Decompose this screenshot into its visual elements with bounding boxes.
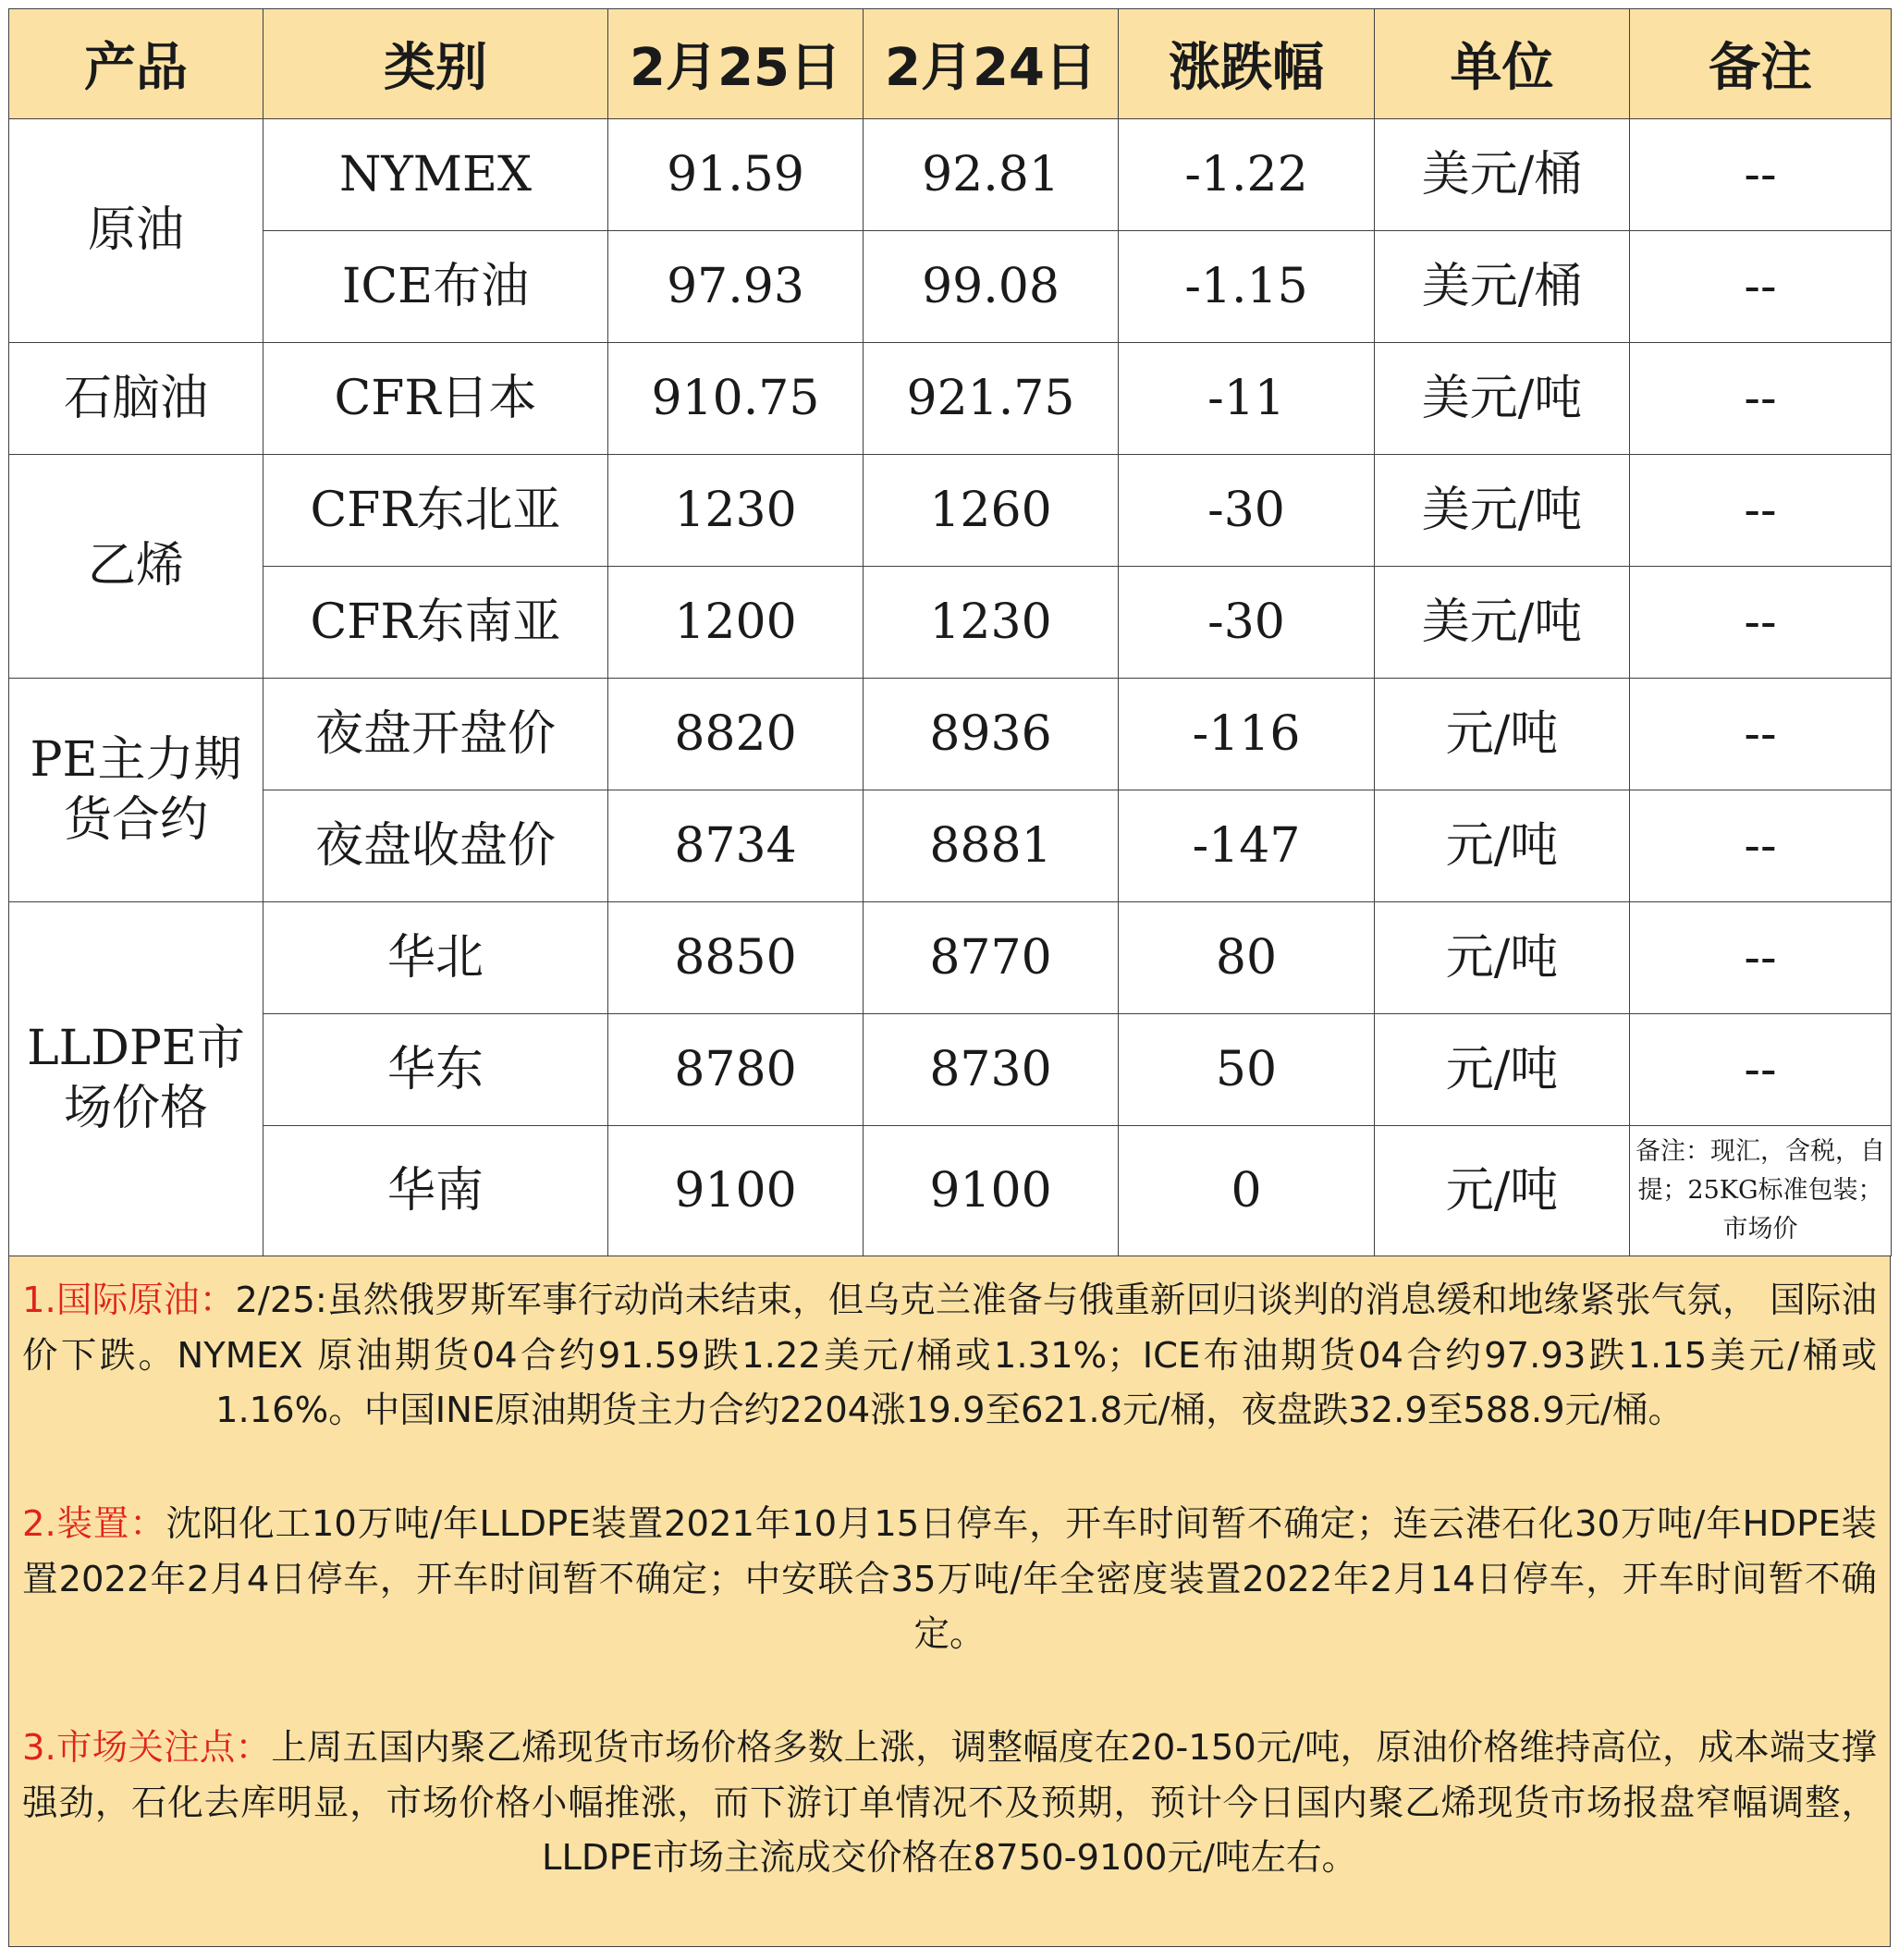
unit-cell: 元/吨: [1375, 1126, 1630, 1256]
note-cell: --: [1630, 567, 1892, 679]
unit-cell: 美元/桶: [1375, 119, 1630, 231]
feb24-cell: 921.75: [864, 343, 1119, 455]
note-label: 2.装置：: [22, 1503, 166, 1546]
category-cell: ICE布油: [263, 231, 608, 343]
unit-cell: 元/吨: [1375, 902, 1630, 1014]
feb24-cell: 8881: [864, 790, 1119, 902]
category-cell: 夜盘开盘价: [263, 679, 608, 790]
category-cell: CFR日本: [263, 343, 608, 455]
note-cell: --: [1630, 455, 1892, 567]
note-cell: --: [1630, 1014, 1892, 1126]
note-crude-oil: [22, 1273, 1877, 1439]
feb25-cell: 91.59: [608, 119, 864, 231]
unit-cell: 美元/吨: [1375, 343, 1630, 455]
product-cell: 乙烯: [9, 455, 263, 679]
category-cell: 华北: [263, 902, 608, 1014]
unit-cell: 元/吨: [1375, 679, 1630, 790]
header-unit: 单位: [1375, 9, 1630, 119]
feb25-cell: 8820: [608, 679, 864, 790]
feb24-cell: 8730: [864, 1014, 1119, 1126]
change-cell: -116: [1119, 679, 1375, 790]
change-cell: -11: [1119, 343, 1375, 455]
feb25-cell: 97.93: [608, 231, 864, 343]
product-cell: LLDPE市场价格: [9, 902, 263, 1256]
product-cell: 石脑油: [9, 343, 263, 455]
feb24-cell: 1260: [864, 455, 1119, 567]
note-cell: --: [1630, 231, 1892, 343]
category-cell: 华东: [263, 1014, 608, 1126]
header-note: 备注: [1630, 9, 1892, 119]
note-cell: --: [1630, 679, 1892, 790]
feb25-cell: 8850: [608, 902, 864, 1014]
change-cell: 80: [1119, 902, 1375, 1014]
note-cell: --: [1630, 119, 1892, 231]
table-row: [9, 455, 1892, 567]
unit-cell: 美元/桶: [1375, 231, 1630, 343]
note-plant-status: [22, 1497, 1877, 1662]
change-cell: 0: [1119, 1126, 1375, 1256]
feb25-cell: 1200: [608, 567, 864, 679]
table-row: [9, 343, 1892, 455]
unit-cell: 美元/吨: [1375, 567, 1630, 679]
header-feb24: 2月24日: [864, 9, 1119, 119]
table-row: [9, 1014, 1892, 1126]
table-row: [9, 679, 1892, 790]
table-row: [9, 790, 1892, 902]
note-label: 1.国际原油：: [22, 1280, 236, 1321]
feb24-cell: 92.81: [864, 119, 1119, 231]
feb24-cell: 99.08: [864, 231, 1119, 343]
feb25-cell: 8780: [608, 1014, 864, 1126]
note-market-focus: [22, 1721, 1877, 1886]
note-cell: --: [1630, 902, 1892, 1014]
table-row: [9, 1126, 1892, 1256]
note-text: 上周五国内聚乙烯现货市场价格多数上涨，调整幅度在20-150元/吨，原油价格维持高位，成本端支撑强劲，石化去库明显，市场价格小幅推涨，而下游订单情况不及预期，预计今日国内聚乙烯现货市场报盘窄幅调整，LLDPE市场主流成交价格在8750-9100元/吨左右。: [22, 1727, 1878, 1880]
category-cell: CFR东南亚: [263, 567, 608, 679]
unit-cell: 元/吨: [1375, 790, 1630, 902]
unit-cell: 美元/吨: [1375, 455, 1630, 567]
note-text: 沈阳化工10万吨/年LLDPE装置2021年10月15日停车，开车时间暂不确定；连云港石化30万吨/年HDPE装置2022年2月4日停车，开车时间暂不确定；中安联合35万吨/年全密度装置2022年2月14日停车，开车时间暂不确定。: [22, 1503, 1878, 1656]
commentary-panel: [8, 1256, 1891, 1947]
category-cell: 华南: [263, 1126, 608, 1256]
note-text: 2/25:虽然俄罗斯军事行动尚未结束，但乌克兰准备与俄重新回归谈判的消息缓和地缘紧张气氛， 国际油价下跌。NYMEX 原油期货04合约91.59跌1.22美元/桶或1.31%；ICE布油期货04合约97.93跌1.15美元/桶或1.16%。中国INE原油期货主力合约2204涨19.9至621.8元/桶，夜盘跌32.9至588.9元/桶。: [22, 1280, 1878, 1432]
change-cell: -30: [1119, 455, 1375, 567]
note-label: 3.市场关注点：: [22, 1727, 272, 1770]
feb24-cell: 8770: [864, 902, 1119, 1014]
unit-cell: 元/吨: [1375, 1014, 1630, 1126]
change-cell: -30: [1119, 567, 1375, 679]
table-row: [9, 902, 1892, 1014]
category-cell: CFR东北亚: [263, 455, 608, 567]
product-cell: 原油: [9, 119, 263, 343]
header-feb25: 2月25日: [608, 9, 864, 119]
change-cell: -1.15: [1119, 231, 1375, 343]
header-change: 涨跌幅: [1119, 9, 1375, 119]
header-product: 产品: [9, 9, 263, 119]
feb25-cell: 9100: [608, 1126, 864, 1256]
table-row: [9, 231, 1892, 343]
feb24-cell: 8936: [864, 679, 1119, 790]
change-cell: -1.22: [1119, 119, 1375, 231]
category-cell: NYMEX: [263, 119, 608, 231]
change-cell: -147: [1119, 790, 1375, 902]
feb25-cell: 8734: [608, 790, 864, 902]
header-row: [9, 9, 1892, 119]
change-cell: 50: [1119, 1014, 1375, 1126]
feb25-cell: 1230: [608, 455, 864, 567]
feb24-cell: 1230: [864, 567, 1119, 679]
price-table: [8, 8, 1892, 1256]
category-cell: 夜盘收盘价: [263, 790, 608, 902]
feb25-cell: 910.75: [608, 343, 864, 455]
remark-note-cell: 备注：现汇，含税，自提；25KG标准包装；市场价: [1630, 1126, 1892, 1256]
feb24-cell: 9100: [864, 1126, 1119, 1256]
note-cell: --: [1630, 343, 1892, 455]
table-row: [9, 119, 1892, 231]
table-row: [9, 567, 1892, 679]
header-category: 类别: [263, 9, 608, 119]
note-cell: --: [1630, 790, 1892, 902]
product-cell: PE主力期货合约: [9, 679, 263, 902]
price-report: [8, 8, 1891, 1947]
